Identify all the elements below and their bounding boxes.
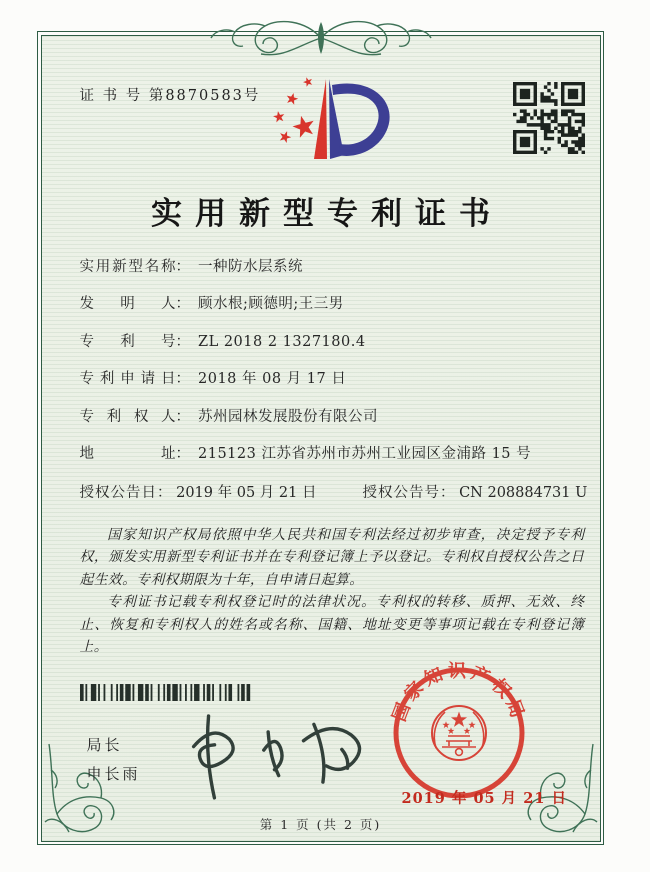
field-label: 专利号 (79, 333, 176, 350)
fields-block (79, 256, 588, 502)
certificate-title: 实用新型专利证书 (151, 195, 503, 232)
certificate-frame (37, 31, 604, 845)
field-row-inventors (80, 293, 580, 315)
official-seal (387, 661, 531, 805)
field-value: ZL 2018 2 1327180.4 (198, 333, 366, 350)
top-border-ornament-icon (201, 14, 441, 62)
field-label: 地址 (79, 446, 176, 462)
field-row-patent-number (80, 331, 580, 353)
certificate-number: 证 书 号 第8870583号 (79, 87, 261, 104)
legal-paragraph-2: 专利证书记载专利权登记时的法律状况。专利权的转移、质押、无效、终止、恢复和专利权人的姓名或名称、国籍、地址变更等事项记载在专利登记簿上。 (79, 594, 585, 656)
field-colon: ： (157, 484, 172, 501)
grant-number-label: 授权公告号 (362, 484, 440, 501)
field-value: 一种防水层系统 (198, 258, 303, 275)
field-row-filing-date (80, 368, 580, 390)
grant-row (79, 481, 588, 502)
field-value: 顾水根;顾德明;王三男 (198, 296, 344, 312)
qr-code (513, 82, 585, 154)
grant-date: 2019 年 05 月 21 日 (176, 484, 317, 501)
field-value: 215123 江苏省苏州市苏州工业园区金浦路 15 号 (198, 446, 532, 462)
barcode (80, 684, 252, 701)
page-footer: 第 1 页 (共 2 页) (259, 816, 382, 832)
field-colon: ： (175, 446, 190, 462)
field-colon: ： (175, 258, 190, 275)
field-label: 发明人 (79, 296, 176, 312)
certificate-inner-border (41, 35, 601, 842)
grant-date-label: 授权公告日 (79, 484, 157, 501)
field-row-name (80, 256, 580, 278)
field-label: 专利权人 (79, 408, 176, 425)
seal-date: 2019 年 05 月 21 日 (401, 789, 567, 807)
field-value: 苏州园林发展股份有限公司 (198, 408, 378, 425)
field-colon: ： (175, 371, 190, 387)
director-signature (150, 700, 384, 813)
cnipa-logo-icon (268, 69, 400, 177)
grant-number: CN 208884731 U (459, 484, 588, 501)
legal-text (80, 524, 585, 660)
field-colon: ： (175, 333, 190, 350)
field-value: 2018 年 08 月 17 日 (198, 371, 347, 387)
field-label: 专利申请日 (79, 371, 176, 387)
field-row-patentee (80, 406, 580, 428)
seal-text: 国家知识产权局 (388, 660, 529, 724)
director-title: 局长 (86, 735, 123, 754)
field-colon: ： (439, 484, 455, 501)
director-name: 申长雨 (86, 764, 141, 783)
field-colon: ： (175, 408, 190, 425)
field-colon: ： (175, 296, 190, 312)
field-label: 实用新型名称 (79, 258, 176, 275)
legal-paragraph-1: 国家知识产权局依照中华人民共和国专利法经过初步审查，决定授予专利权，颁发实用新型专利证书并在专利登记簿上予以登记。专利权自授权公告之日起生效。专利权期限为十年，自申请日起算。 (79, 526, 585, 588)
national-emblem-icon (432, 706, 486, 760)
director-block (87, 731, 141, 789)
field-row-address (80, 443, 580, 465)
